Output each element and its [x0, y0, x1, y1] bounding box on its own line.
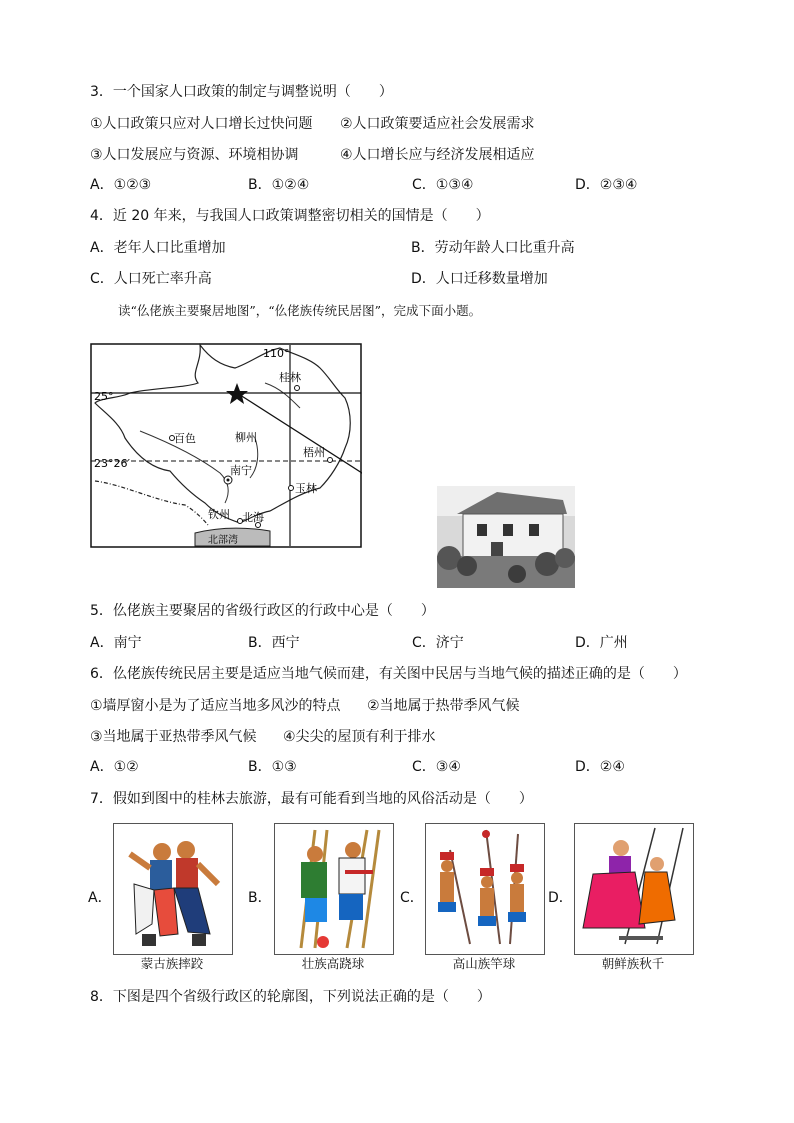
q4-option-b: B．劳动年龄人口比重升高	[411, 240, 575, 256]
label-yulin: 玉林	[295, 482, 317, 495]
q5-stem: 5．仫佬族主要聚居的省级行政区的行政中心是（ ）	[90, 603, 435, 619]
label-liuzhou: 柳州	[235, 431, 257, 444]
q6-statement-1: ①墙厚窗小是为了适应当地多风沙的特点	[90, 698, 341, 714]
q4-option-a: A．老年人口比重增加	[90, 240, 226, 256]
wrestling-illustration-icon	[114, 824, 232, 954]
q5-option-b: B．西宁	[248, 635, 300, 651]
q5-option-d: D．广州	[575, 635, 628, 651]
city-dot-guilin	[295, 386, 300, 391]
label-qinzhou: 钦州	[208, 508, 230, 521]
pole-ball-illustration-icon	[426, 824, 544, 954]
stilts-ball-illustration-icon	[275, 824, 393, 954]
q7-caption-c: 高山族竿球	[452, 956, 516, 971]
label-tropic: 23°26′	[94, 457, 130, 470]
q4-option-c: C．人口死亡率升高	[90, 271, 212, 287]
q6-stem: 6．仫佬族传统民居主要是适应当地气候而建，有关图中民居与当地气候的描述正确的是（ ）	[90, 666, 687, 682]
q6-option-c: C．③④	[412, 759, 461, 775]
q3-option-d: D．②③④	[575, 177, 638, 193]
label-lon-110: 110°	[263, 347, 290, 360]
q6-option-b: B．①③	[248, 759, 297, 775]
q7-caption-b: 壮族高跷球	[301, 956, 365, 971]
mulao-house-photo	[437, 486, 575, 588]
q5-option-a: A．南宁	[90, 635, 142, 651]
q6-option-d: D．②④	[575, 759, 625, 775]
label-wuzhou: 梧州	[303, 446, 325, 459]
q3-statement-1: ①人口政策只应对人口增长过快问题	[90, 116, 313, 132]
q3-option-c: C．①③④	[412, 177, 474, 193]
q6-statement-3: ③当地属于亚热带季风气候	[90, 729, 257, 745]
q3-option-a: A．①②③	[90, 177, 152, 193]
q4-stem: 4．近 20 年来，与我国人口政策调整密切相关的国情是（ ）	[90, 208, 490, 224]
q7-letter-b: B．	[248, 890, 272, 906]
q6-statement-2: ②当地属于热带季风气候	[367, 698, 520, 714]
q7-picture-c	[425, 823, 545, 955]
label-nanning: 南宁	[230, 464, 252, 477]
city-dot-wuzhou	[328, 458, 333, 463]
q7-stem: 7．假如到图中的桂林去旅游，最有可能看到当地的风俗活动是（ ）	[90, 791, 533, 807]
q7-picture-a	[113, 823, 233, 955]
label-baise: 百色	[174, 432, 196, 445]
q7-letter-d: D．	[548, 890, 573, 906]
q3-statement-3: ③人口发展应与资源、环境相协调	[90, 147, 299, 163]
q4-option-d: D．人口迁移数量增加	[411, 271, 548, 287]
q6-statement-4: ④尖尖的屋顶有利于排水	[283, 729, 436, 745]
label-beihai: 北海	[242, 511, 264, 524]
mulao-distribution-map	[90, 343, 362, 548]
q7-caption-d: 朝鲜族秋千	[601, 956, 665, 971]
label-guilin: 桂林	[279, 371, 301, 384]
q7-picture-b	[274, 823, 394, 955]
label-gulf: 北部湾	[208, 535, 238, 546]
q7-letter-a: A．	[88, 890, 112, 906]
q7-picture-d	[574, 823, 694, 955]
q5-option-c: C．济宁	[412, 635, 464, 651]
swing-illustration-icon	[575, 824, 693, 954]
q3-option-b: B．①②④	[248, 177, 310, 193]
q3-stem: 3．一个国家人口政策的制定与调整说明（ ）	[90, 84, 393, 100]
q8-stem: 8．下图是四个省级行政区的轮廓图，下列说法正确的是（ ）	[90, 989, 491, 1005]
q7-caption-a: 蒙古族摔跤	[140, 956, 204, 971]
q7-letter-c: C．	[400, 890, 424, 906]
capital-center-icon	[227, 479, 230, 482]
q6-option-a: A．①②	[90, 759, 139, 775]
q3-statement-4: ④人口增长应与经济发展相适应	[340, 147, 535, 163]
q3-statement-2: ②人口政策要适应社会发展需求	[340, 116, 535, 132]
reading-intro: 读“仫佬族主要聚居地图”，“仫佬族传统民居图”，完成下面小题。	[118, 303, 482, 318]
city-dot-yulin	[289, 486, 294, 491]
label-lat-25: 25°	[94, 390, 114, 403]
